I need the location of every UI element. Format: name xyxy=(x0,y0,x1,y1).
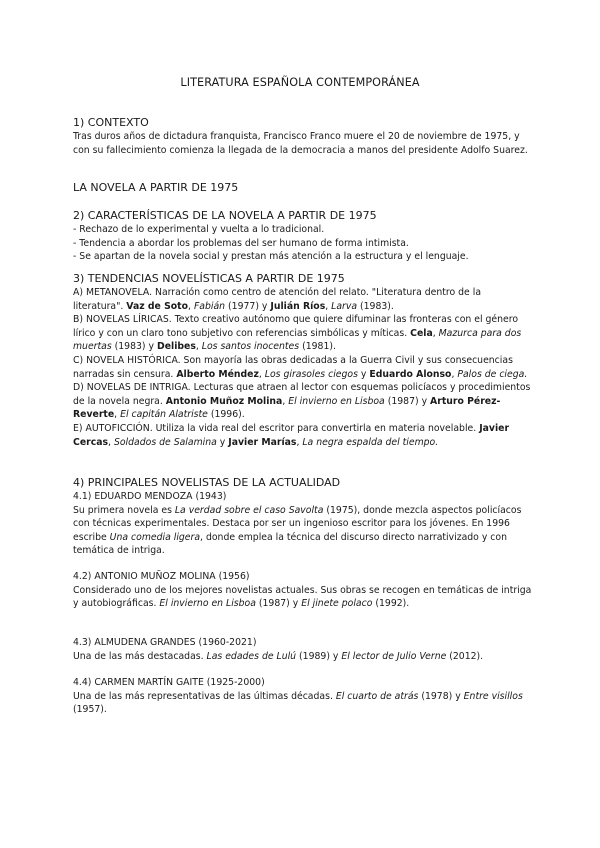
section-heading: 4) PRINCIPALES NOVELISTAS DE LA ACTUALIDAD xyxy=(73,476,341,489)
author-name: Javier Marías xyxy=(228,436,297,448)
novelist-heading: 4.1) EDUARDO MENDOZA (1943) xyxy=(73,491,227,502)
author-name: Vaz de Soto xyxy=(126,300,189,312)
novelist-martin-gaite xyxy=(73,676,533,717)
section-contexto xyxy=(73,116,533,157)
author-name: Julián Ríos xyxy=(270,300,326,312)
document-title: LITERATURA ESPAÑOLA CONTEMPORÁNEA xyxy=(180,76,420,89)
tendencia-historica: C) NOVELA HISTÓRICA. Son mayoría las obras dedicadas a la Guerra Civil y sus consecuencias narradas sin censura. Alberto Méndez, Los girasoles ciegos y Eduardo Alonso, Palos de ciega. xyxy=(73,354,528,380)
novela-heading-block xyxy=(73,181,533,195)
work-title: Fabián xyxy=(193,300,226,312)
novelist-paragraph: Una de las más destacadas. Las edades de Lulú (1989) y El lector de Julio Verne (2012). xyxy=(73,650,484,662)
work-title: Larva xyxy=(331,300,358,312)
novelist-almudena-grandes xyxy=(73,636,533,663)
work-title: Los santos inocentes xyxy=(201,341,300,353)
work-title: Los girasoles ciegos xyxy=(264,368,358,380)
work-title: El jinete polaco xyxy=(301,598,373,610)
list-item: - Se apartan de la novela social y prestan más atención a la estructura y el lenguaje. xyxy=(73,251,469,263)
author-name: Antonio Muñoz Molina xyxy=(165,395,283,407)
work-title: Palos de ciega. xyxy=(457,368,528,380)
work-title: Entre visillos xyxy=(463,690,523,702)
list-item: - Rechazo de lo experimental y vuelta a lo tradicional. xyxy=(73,224,325,235)
novelist-paragraph: Considerado uno de los mejores novelistas actuales. Sus obras se recogen en temáticas de intriga y autobiográficas. El invierno en Lisboa (1987) y El jinete polaco (1992). xyxy=(73,584,532,610)
section-heading: LA NOVELA A PARTIR DE 1975 xyxy=(73,181,239,194)
section-novelistas xyxy=(73,476,533,558)
work-title: El capitán Alatriste xyxy=(120,409,208,421)
novelist-munoz-molina xyxy=(73,570,533,611)
section-paragraph: Tras duros años de dictadura franquista, Francisco Franco muere el 20 de noviembre de 1975, y con su fallecimiento comienza la llegada de la democracia a manos del presidente Adolfo Suarez. xyxy=(73,131,528,156)
work-title: La negra espalda del tiempo. xyxy=(302,436,439,448)
novelist-heading: 4.3) ALMUDENA GRANDES (1960-2021) xyxy=(73,637,257,648)
work-title: Mazurca para dos muertas xyxy=(73,327,522,353)
tendencia-metanovela: A) METANOVELA. Narración como centro de atención del relato. "Literatura dentro de la literatura". Vaz de Soto, Fabián (1977) y Julián Ríos, Larva (1983). xyxy=(73,287,482,312)
author-name: Javier Cercas xyxy=(73,422,510,448)
work-title: El invierno en Lisboa xyxy=(288,395,385,407)
tendencia-autoficcion: E) AUTOFICCIÓN. Utiliza la vida real del escritor para convertirla en materia novelable. Javier Cercas, Soldados de Salamina y Javier Marías, La negra espalda del tiempo. xyxy=(73,422,510,448)
work-title: El lector de Julio Verne xyxy=(341,650,447,662)
work-title: El cuarto de atrás xyxy=(335,690,419,702)
section-caracteristicas xyxy=(73,209,533,264)
work-title: El invierno en Lisboa xyxy=(159,598,256,610)
novelist-paragraph: Su primera novela es La verdad sobre el caso Savolta (1975), donde mezcla aspectos policíacos con técnicas experimentales. Destaca por ser un ingenioso escritor para los jóvenes. En 1996 escribe Una comedia ligera, donde emplea la técnica del discurso directo narrativizado y con temática de intriga. xyxy=(73,504,522,557)
work-title: La verdad sobre el caso Savolta xyxy=(174,504,324,516)
novelist-paragraph: Una de las más representativas de las últimas décadas. El cuarto de atrás (1978) y Entre visillos (1957). xyxy=(73,690,523,716)
author-name: Arturo Pérez-Reverte xyxy=(73,395,501,421)
list-item: - Tendencia a abordar los problemas del ser humano de forma intimista. xyxy=(73,237,409,249)
section-heading: 1) CONTEXTO xyxy=(73,116,149,129)
author-name: Delibes xyxy=(156,341,196,353)
tendencia-liricas: B) NOVELAS LÍRICAS. Texto creativo autónomo que quiere difuminar las fronteras con el género lírico y con un claro tono subjetivo con referencias simbólicas y míticas. Cela, Mazurca para dos muertas (1983) y Delibes, Los santos inocentes (1981). xyxy=(73,314,522,353)
author-name: Cela xyxy=(410,327,433,339)
work-title: Las edades de Lulú xyxy=(206,650,297,662)
section-tendencias xyxy=(73,272,533,449)
tendencia-intriga: D) NOVELAS DE INTRIGA. Lecturas que atraen al lector con esquemas policíacos y procedimientos de la novela negra. Antonio Muñoz Molina, El invierno en Lisboa (1987) y Arturo Pérez-Reverte, El capitán Alatriste (1996). xyxy=(73,382,531,421)
author-name: Alberto Méndez xyxy=(176,368,259,380)
novelist-heading: 4.2) ANTONIO MUÑOZ MOLINA (1956) xyxy=(73,571,250,582)
author-name: Eduardo Alonso xyxy=(369,368,452,380)
section-heading: 2) CARACTERÍSTICAS DE LA NOVELA A PARTIR DE 1975 xyxy=(73,209,377,222)
work-title: Una comedia ligera xyxy=(109,531,201,543)
work-title: Soldados de Salamina xyxy=(113,436,217,448)
section-heading: 3) TENDENCIAS NOVELÍSTICAS A PARTIR DE 1975 xyxy=(73,272,345,285)
novelist-heading: 4.4) CARMEN MARTÍN GAITE (1925-2000) xyxy=(73,677,265,688)
